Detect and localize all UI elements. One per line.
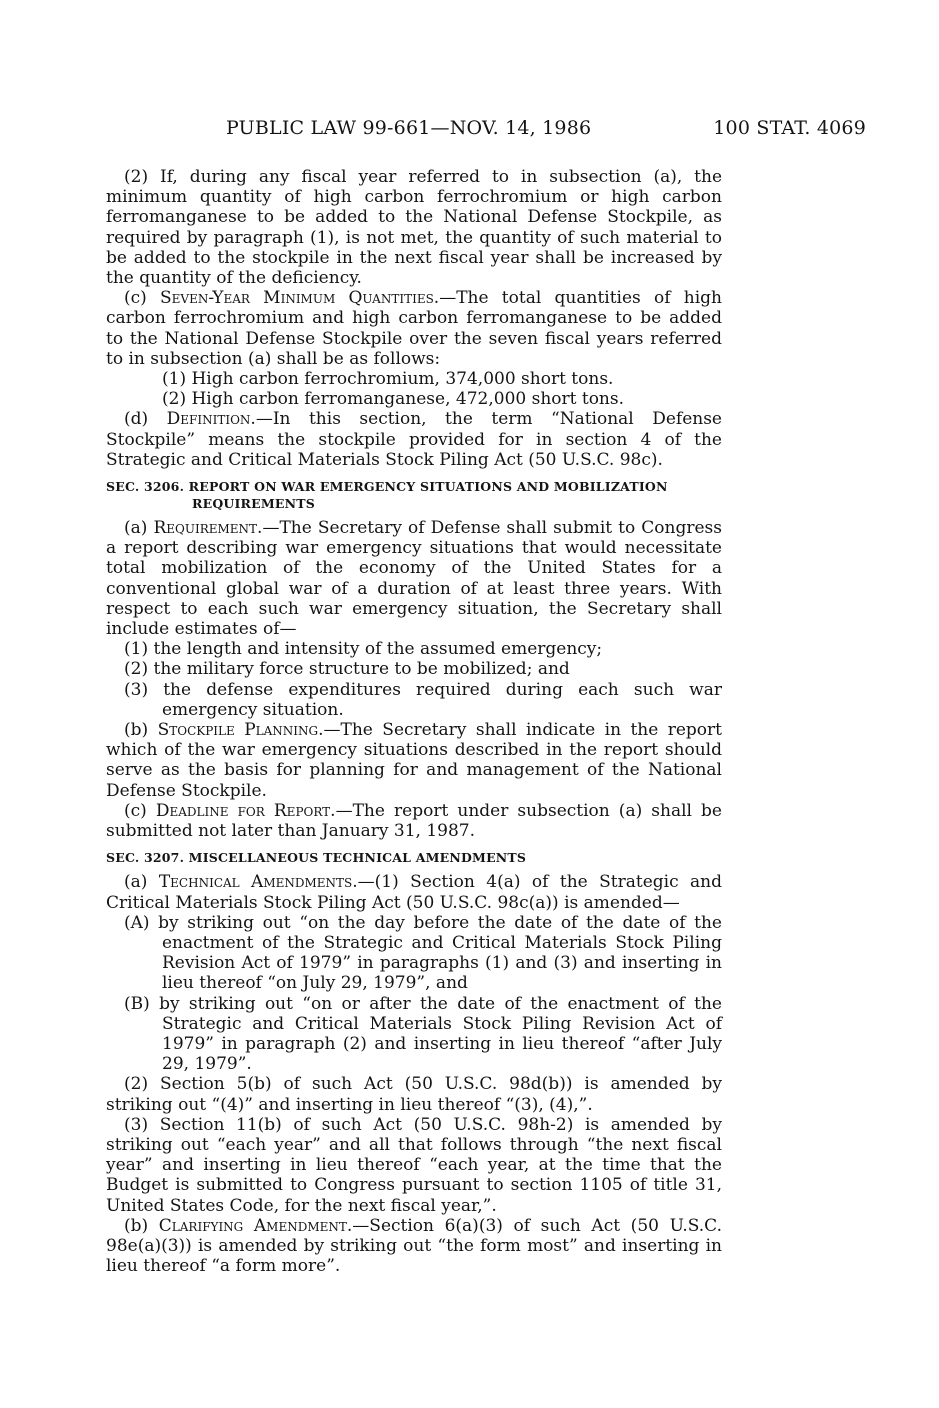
sec3207-b-caption: Clarifying Amendment. (158, 1215, 353, 1236)
subsection-d (106, 409, 722, 470)
sec3207-subsection-a (106, 872, 722, 912)
sec3207-a-prefix: (a) (124, 872, 159, 893)
subsection-c (106, 288, 722, 369)
subsection-d-caption: Definition. (166, 409, 256, 430)
list-item: (3) the defense expenditures required during each such war emergency situation. (124, 679, 722, 720)
body-text (106, 167, 722, 1276)
sec3207-subsection-b (106, 1216, 722, 1277)
running-title: PUBLIC LAW 99-661—NOV. 14, 1986 (226, 117, 592, 139)
sec3207-a-text: —(1) Section 4(a) of the Strategic and Critical Materials Stock Piling Act (50 U.S.C. 98c(a)) is amended— (106, 872, 722, 913)
sec3206-a-text: —The Secretary of Defense shall submit to Congress a report describing war emergency situations that would necessitate total mobilization of the economy of the United States for a conventional global war of a duration of at least three years. With respect to each such war emergency situation, the Secretary shall include estimates of— (106, 518, 722, 640)
subsection-d-text: —In this section, the term “National Defense Stockpile” means the stockpile provided for in section 4 of the Strategic and Critical Materials Stock Piling Act (50 U.S.C. 98c). (106, 409, 722, 470)
page-header (226, 117, 866, 143)
section-3206-heading: SEC. 3206. REPORT ON WAR EMERGENCY SITUATIONS AND MOBILIZATION REQUIREMENTS (106, 479, 668, 512)
section-3207-heading: SEC. 3207. MISCELLANEOUS TECHNICAL AMENDMENTS (106, 850, 527, 866)
sec3207-a-caption: Technical Amendments. (158, 872, 358, 893)
sec3206-subsection-b (106, 720, 722, 801)
list-item: (A) by striking out “on the day before the date of the date of the enactment of the Strategic and Critical Materials Stock Piling Revision Act of 1979” in paragraphs (1) and (3) and inserting in lieu thereof “on July 29, 1979”, and (124, 912, 722, 994)
list-item: (2) the military force structure to be mobilized; and (124, 659, 570, 680)
list-item: (2) High carbon ferromanganese, 472,000 short tons. (162, 389, 625, 410)
sec3206-a-caption: Requirement. (153, 518, 263, 539)
sec3206-c-text: —The report under subsection (a) shall be submitted not later than January 31, 1987. (106, 800, 722, 842)
stat-page-number: 100 STAT. 4069 (713, 117, 866, 139)
subsection-d-prefix: (d) (124, 409, 167, 430)
list-item: (1) the length and intensity of the assumed emergency; (124, 639, 603, 660)
sec3207-b-text: —Section 6(a)(3) of such Act (50 U.S.C. 98e(a)(3)) is amended by striking out “the form most” and inserting in lieu thereof “a form more”. (106, 1215, 722, 1277)
subsection-c-text: —The total quantities of high carbon ferrochromium and high carbon ferromanganese to be added to the National Defense Stockpile over the seven fiscal years referred to in subsection (a) shall be as follows: (106, 288, 722, 369)
sec3206-a-prefix: (a) (124, 518, 154, 539)
list-item: (3) Section 11(b) of such Act (50 U.S.C. 98h-2) is amended by striking out “each year” and all that follows through “the next fiscal year” and inserting in lieu thereof “each year, at the time that the Budget is submitted to Congress pursuant to section 1105 of title 31, United States Code, for the next fiscal year,”. (106, 1114, 722, 1216)
list-item: (2) Section 5(b) of such Act (50 U.S.C. 98d(b)) is amended by striking out “(4)” and inserting in lieu thereof “(3), (4),”. (106, 1074, 722, 1115)
sec3207-b-prefix: (b) (124, 1215, 159, 1236)
subsection-c-caption: Seven-Year Minimum Quantities. (160, 288, 440, 309)
paragraph-2: (2) If, during any fiscal year referred to in subsection (a), the minimum quantity of high carbon ferrochromium or high carbon ferromanganese to be added to the National Defense Stockpile, as required by paragraph (1), is not met, the quantity of such material to be added to the stockpile in the next fiscal year shall be increased by the quantity of the deficiency. (106, 167, 722, 289)
sec3206-b-prefix: (b) (124, 720, 158, 741)
list-item: (B) by striking out “on or after the date of the enactment of the Strategic and Critical Materials Stock Piling Revision Act of 1979” in paragraph (2) and inserting in lieu thereof “after July 29, 1979”. (124, 993, 722, 1075)
sec3206-subsection-a (106, 518, 722, 639)
list-item: (1) High carbon ferrochromium, 374,000 short tons. (162, 369, 614, 390)
sec3206-b-text: —The Secretary shall indicate in the report which of the war emergency situations described in the report should serve as the basis for planning for and management of the National Defense Stockpile. (106, 720, 722, 801)
subsection-c-prefix: (c) (124, 288, 161, 309)
sec3206-b-caption: Stockpile Planning. (157, 720, 324, 741)
sec3206-subsection-c (106, 801, 722, 841)
sec3206-c-prefix: (c) (124, 800, 156, 821)
sec3206-c-caption: Deadline for Report. (155, 800, 336, 821)
